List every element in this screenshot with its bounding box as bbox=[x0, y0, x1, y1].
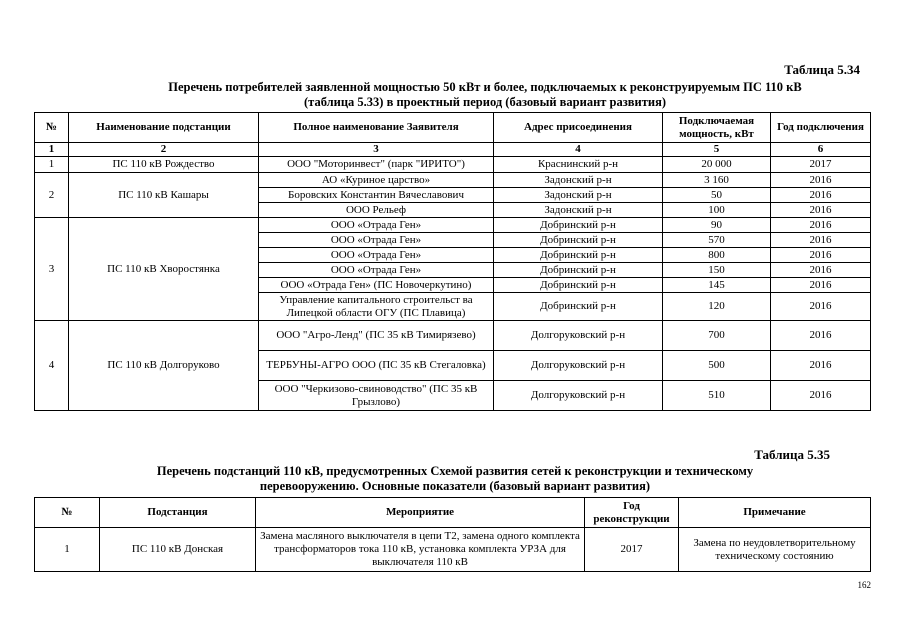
header-substation: Наименование подстанции bbox=[69, 113, 259, 143]
power: 570 bbox=[663, 233, 771, 248]
power: 700 bbox=[663, 321, 771, 351]
row-num: 3 bbox=[35, 218, 69, 321]
row-num: 2 bbox=[35, 173, 69, 218]
address: Задонский р-н bbox=[494, 188, 663, 203]
table-534-label: Таблица 5.34 bbox=[784, 62, 860, 77]
table-534-title-line2: (таблица 5.33) в проектный период (базовый вариант развития) bbox=[303, 95, 666, 109]
page-number: 162 bbox=[857, 580, 871, 590]
power: 120 bbox=[663, 293, 771, 321]
header-note: Примечание bbox=[679, 498, 871, 528]
power: 800 bbox=[663, 248, 771, 263]
power: 50 bbox=[663, 188, 771, 203]
table-535-title-line1: Перечень подстанций 110 кВ, предусмотренных Схемой развития сетей к реконструкции и техническому bbox=[156, 464, 754, 478]
applicant-name: АО «Куриное царство» bbox=[259, 173, 494, 188]
table-row bbox=[35, 528, 871, 572]
table-535-title-line2: перевооружению. Основные показатели (базовый вариант развития) bbox=[259, 479, 651, 493]
col-number: 6 bbox=[771, 143, 871, 157]
year: 2016 bbox=[771, 188, 871, 203]
applicant-name: ООО «Отрада Ген» bbox=[259, 233, 494, 248]
power: 100 bbox=[663, 203, 771, 218]
col-number: 5 bbox=[663, 143, 771, 157]
applicant-name: ООО «Отрада Ген» bbox=[259, 218, 494, 233]
year: 2016 bbox=[771, 263, 871, 278]
applicant-name: Управление капитального строительст ва Липецкой области ОГУ (ПС Плавица) bbox=[259, 293, 494, 321]
header-substation: Подстанция bbox=[100, 498, 256, 528]
address: Задонский р-н bbox=[494, 203, 663, 218]
applicant-name: ООО «Отрада Ген» (ПС Новочеркутино) bbox=[259, 278, 494, 293]
year: 2016 bbox=[771, 173, 871, 188]
year: 2016 bbox=[771, 381, 871, 411]
row-num: 1 bbox=[35, 157, 69, 173]
applicant-name: Боровских Константин Вячеславович bbox=[259, 188, 494, 203]
year: 2016 bbox=[771, 278, 871, 293]
row-num: 1 bbox=[35, 528, 100, 572]
substation-name: ПС 110 кВ Долгоруково bbox=[69, 321, 259, 411]
year: 2016 bbox=[771, 321, 871, 351]
header-num: № bbox=[35, 498, 100, 528]
address: Долгоруковский р-н bbox=[494, 351, 663, 381]
address: Добринский р-н bbox=[494, 278, 663, 293]
applicant-name: ООО "Черкизово-свиноводство" (ПС 35 кВ Грызлово) bbox=[259, 381, 494, 411]
power: 150 bbox=[663, 263, 771, 278]
col-number: 2 bbox=[69, 143, 259, 157]
address: Долгоруковский р-н bbox=[494, 381, 663, 411]
table-row bbox=[35, 173, 871, 188]
table-534-col-number-row bbox=[35, 143, 871, 157]
row-num: 4 bbox=[35, 321, 69, 411]
year: 2016 bbox=[771, 218, 871, 233]
table-row bbox=[35, 218, 871, 233]
applicant-name: ТЕРБУНЫ-АГРО ООО (ПС 35 кВ Стегаловка) bbox=[259, 351, 494, 381]
header-num: № bbox=[35, 113, 69, 143]
address: Добринский р-н bbox=[494, 218, 663, 233]
header-power: Подключаемая мощность, кВт bbox=[663, 113, 771, 143]
power: 510 bbox=[663, 381, 771, 411]
address: Добринский р-н bbox=[494, 263, 663, 278]
applicant-name: ООО Рельеф bbox=[259, 203, 494, 218]
table-row bbox=[35, 321, 871, 351]
address: Добринский р-н bbox=[494, 293, 663, 321]
year: 2016 bbox=[771, 233, 871, 248]
year: 2017 bbox=[771, 157, 871, 173]
year: 2016 bbox=[771, 248, 871, 263]
substation-name: ПС 110 кВ Кашары bbox=[69, 173, 259, 218]
table-535 bbox=[34, 497, 871, 572]
substation-name: ПС 110 кВ Рождество bbox=[69, 157, 259, 173]
reconstruction-year: 2017 bbox=[585, 528, 679, 572]
table-row bbox=[35, 157, 871, 173]
year: 2016 bbox=[771, 351, 871, 381]
applicant-name: ООО «Отрада Ген» bbox=[259, 248, 494, 263]
table-534-title-line1: Перечень потребителей заявленной мощностью 50 кВт и более, подключаемых к реконструируемым ПС 110 кВ bbox=[168, 80, 802, 94]
address: Краснинский р-н bbox=[494, 157, 663, 173]
applicant-name: ООО "Агро-Ленд" (ПС 35 кВ Тимирязево) bbox=[259, 321, 494, 351]
year: 2016 bbox=[771, 293, 871, 321]
applicant-name: ООО «Отрада Ген» bbox=[259, 263, 494, 278]
col-number: 4 bbox=[494, 143, 663, 157]
header-address: Адрес присоединения bbox=[494, 113, 663, 143]
power: 145 bbox=[663, 278, 771, 293]
col-number: 3 bbox=[259, 143, 494, 157]
table-535-header-row bbox=[35, 498, 871, 528]
header-reconstruction-year: Год реконструкции bbox=[585, 498, 679, 528]
power: 3 160 bbox=[663, 173, 771, 188]
table-534 bbox=[34, 112, 871, 411]
power: 90 bbox=[663, 218, 771, 233]
measure: Замена масляного выключателя в цепи Т2, замена одного комплекта трансформаторов тока 110 кВ, установка комплекта УРЗА для выключателя 110 кВ bbox=[256, 528, 585, 572]
power: 500 bbox=[663, 351, 771, 381]
header-applicant: Полное наименование Заявителя bbox=[259, 113, 494, 143]
address: Добринский р-н bbox=[494, 248, 663, 263]
substation-name: ПС 110 кВ Хворостянка bbox=[69, 218, 259, 321]
note: Замена по неудовлетворительному техническому состоянию bbox=[679, 528, 871, 572]
table-534-header-row bbox=[35, 113, 871, 143]
header-year: Год подключения bbox=[771, 113, 871, 143]
substation-name: ПС 110 кВ Донская bbox=[100, 528, 256, 572]
address: Задонский р-н bbox=[494, 173, 663, 188]
header-measure: Мероприятие bbox=[256, 498, 585, 528]
address: Долгоруковский р-н bbox=[494, 321, 663, 351]
table-535-label: Таблица 5.35 bbox=[754, 447, 830, 462]
applicant-name: ООО "Моторинвест" (парк "ИРИТО") bbox=[259, 157, 494, 173]
year: 2016 bbox=[771, 203, 871, 218]
col-number: 1 bbox=[35, 143, 69, 157]
address: Добринский р-н bbox=[494, 233, 663, 248]
power: 20 000 bbox=[663, 157, 771, 173]
